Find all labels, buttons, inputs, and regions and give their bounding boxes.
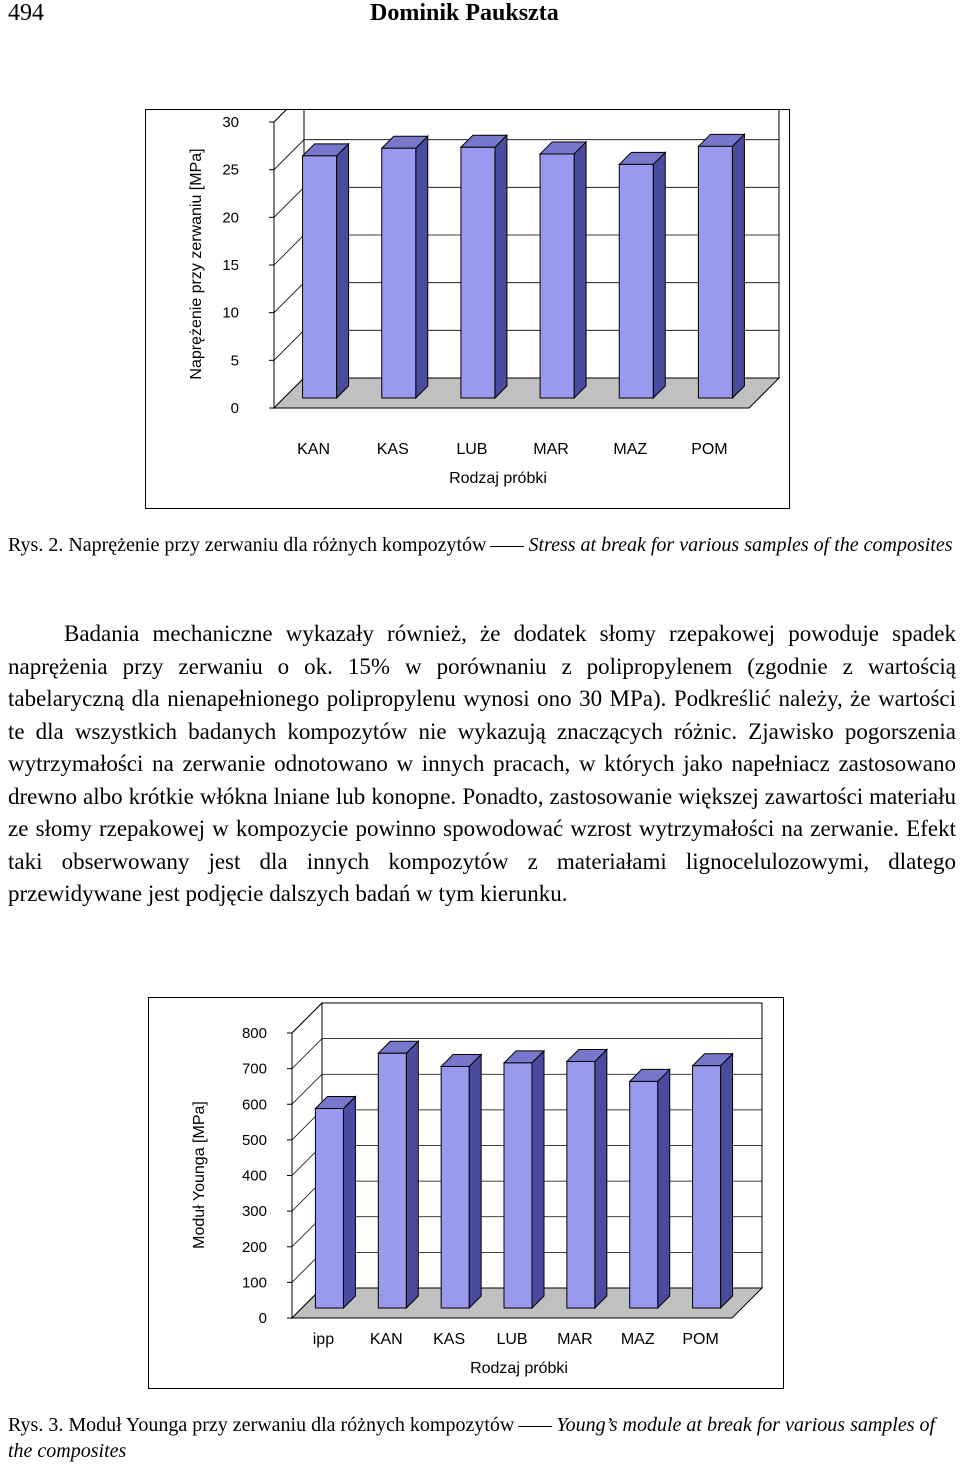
page-header	[0, 0, 960, 32]
bar-kas	[382, 148, 416, 398]
y-tick-label: 20	[222, 209, 239, 227]
bar-mar	[540, 154, 574, 398]
y-tick-label: 15	[222, 257, 239, 274]
y-tick-label: 300	[241, 1203, 267, 1221]
figure-3-caption-pl: Rys. 3. Moduł Younga przy zerwaniu dla różnych kompozytów	[8, 1414, 515, 1436]
bar-side	[406, 1041, 418, 1308]
bar-side	[343, 1097, 355, 1309]
bar-mar	[567, 1061, 595, 1308]
bar-pom	[698, 146, 732, 398]
x-category-label: MAZ	[613, 441, 648, 458]
bar-maz	[630, 1081, 658, 1308]
figure-2-stress-chart	[145, 109, 790, 509]
x-category-label: KAS	[433, 1331, 466, 1348]
x-category-label: ipp	[312, 1331, 335, 1348]
body-paragraph: Badania mechaniczne wykazały również, że dodatek słomy rzepakowej powoduje spadek naprężenia przy zerwaniu o ok. 15% w porównaniu z polipropylenem (zgodnie z wartością tabelaryczną dla nienapełnionego polipropylenu wynosi ono 30 MPa). Podkreślić należy, że wartości te dla wszystkich badanych kompozytów nie wykazują znaczących różnic. Zjawisko pogorszenia wytrzymałości na zerwanie odnotowano w innych pracach, w których jako napełniacz zastosowano drewno albo krótkie włókna lniane lub konopne. Ponadto, zastosowanie większej zawartości materiału ze słomy rzepakowej w kompozycie powinno spowodować wzrost wytrzymałości na zerwanie. Efekt taki obserwowany jest dla innych kompozytów z materiałami lignocelulozowymi, dlatego przewidywane jest podjęcie dalszych badań w tym kierunku.	[8, 621, 956, 906]
y-axis-title: Naprężenie przy zerwaniu [MPa]	[188, 148, 205, 380]
y-tick-label: 5	[230, 352, 239, 370]
x-category-label: POM	[691, 441, 728, 458]
x-category-label: KAN	[297, 441, 331, 458]
x-category-label: LUB	[496, 1331, 528, 1348]
caption-dash	[490, 546, 524, 547]
chart-stress-svg	[146, 110, 791, 510]
y-tick-label: 0	[230, 400, 239, 417]
figure-2-caption-en: Stress at break for various samples of the composites	[528, 534, 953, 556]
bar-side	[595, 1049, 607, 1308]
y-tick-label: 200	[241, 1238, 267, 1256]
bar-side	[653, 152, 665, 398]
y-tick-label: 500	[241, 1131, 267, 1149]
figure-2-caption	[8, 532, 958, 558]
bar-side	[658, 1069, 670, 1308]
bar-lub	[504, 1063, 532, 1308]
bar-maz	[619, 164, 653, 398]
bar-side	[721, 1054, 733, 1308]
x-axis-title: Rodzaj próbki	[470, 1360, 568, 1377]
bar-side	[469, 1054, 481, 1308]
x-category-label: KAN	[369, 1331, 403, 1348]
x-category-label: POM	[682, 1331, 719, 1348]
y-tick-label: 700	[241, 1060, 267, 1078]
bar-side	[337, 144, 349, 398]
y-tick-label: 400	[241, 1167, 267, 1185]
bar-ipp	[315, 1109, 343, 1309]
y-tick-label: 10	[222, 304, 239, 322]
page-number: 494	[8, 0, 44, 26]
y-tick-label: 0	[258, 1310, 267, 1327]
bar-kas	[441, 1066, 469, 1308]
figure-3-caption-en: Young’s module at break for various samples of the composites	[8, 1414, 936, 1462]
chart-young-svg	[149, 998, 785, 1390]
x-category-label: MAZ	[620, 1331, 655, 1348]
x-category-label: LUB	[456, 441, 488, 458]
x-category-label: MAR	[557, 1331, 593, 1348]
x-category-label: KAS	[376, 441, 409, 458]
y-tick-label: 100	[241, 1274, 267, 1292]
figure-2-caption-pl: Rys. 2. Naprężenie przy zerwaniu dla różnych kompozytów	[8, 534, 487, 556]
running-head-author: Dominik Paukszta	[370, 0, 559, 26]
y-tick-label: 600	[241, 1096, 267, 1114]
caption-dash	[518, 1426, 552, 1427]
bar-side	[416, 136, 428, 398]
bar-kan	[303, 156, 337, 398]
y-tick-label: 30	[222, 114, 239, 131]
bar-side	[495, 135, 507, 398]
bar-pom	[693, 1066, 721, 1308]
y-tick-label: 800	[241, 1025, 267, 1042]
x-axis-title: Rodzaj próbki	[449, 470, 547, 487]
x-category-label: MAR	[533, 441, 569, 458]
bar-lub	[461, 147, 495, 398]
bar-side	[532, 1051, 544, 1308]
figure-3-young-modulus-chart	[148, 997, 784, 1389]
bar-kan	[378, 1053, 406, 1308]
y-tick-label: 25	[222, 161, 239, 179]
figure-3-caption	[8, 1412, 958, 1464]
bar-side	[574, 142, 586, 398]
y-axis-title: Moduł Younga [MPa]	[191, 1101, 208, 1249]
bar-side	[732, 134, 744, 398]
